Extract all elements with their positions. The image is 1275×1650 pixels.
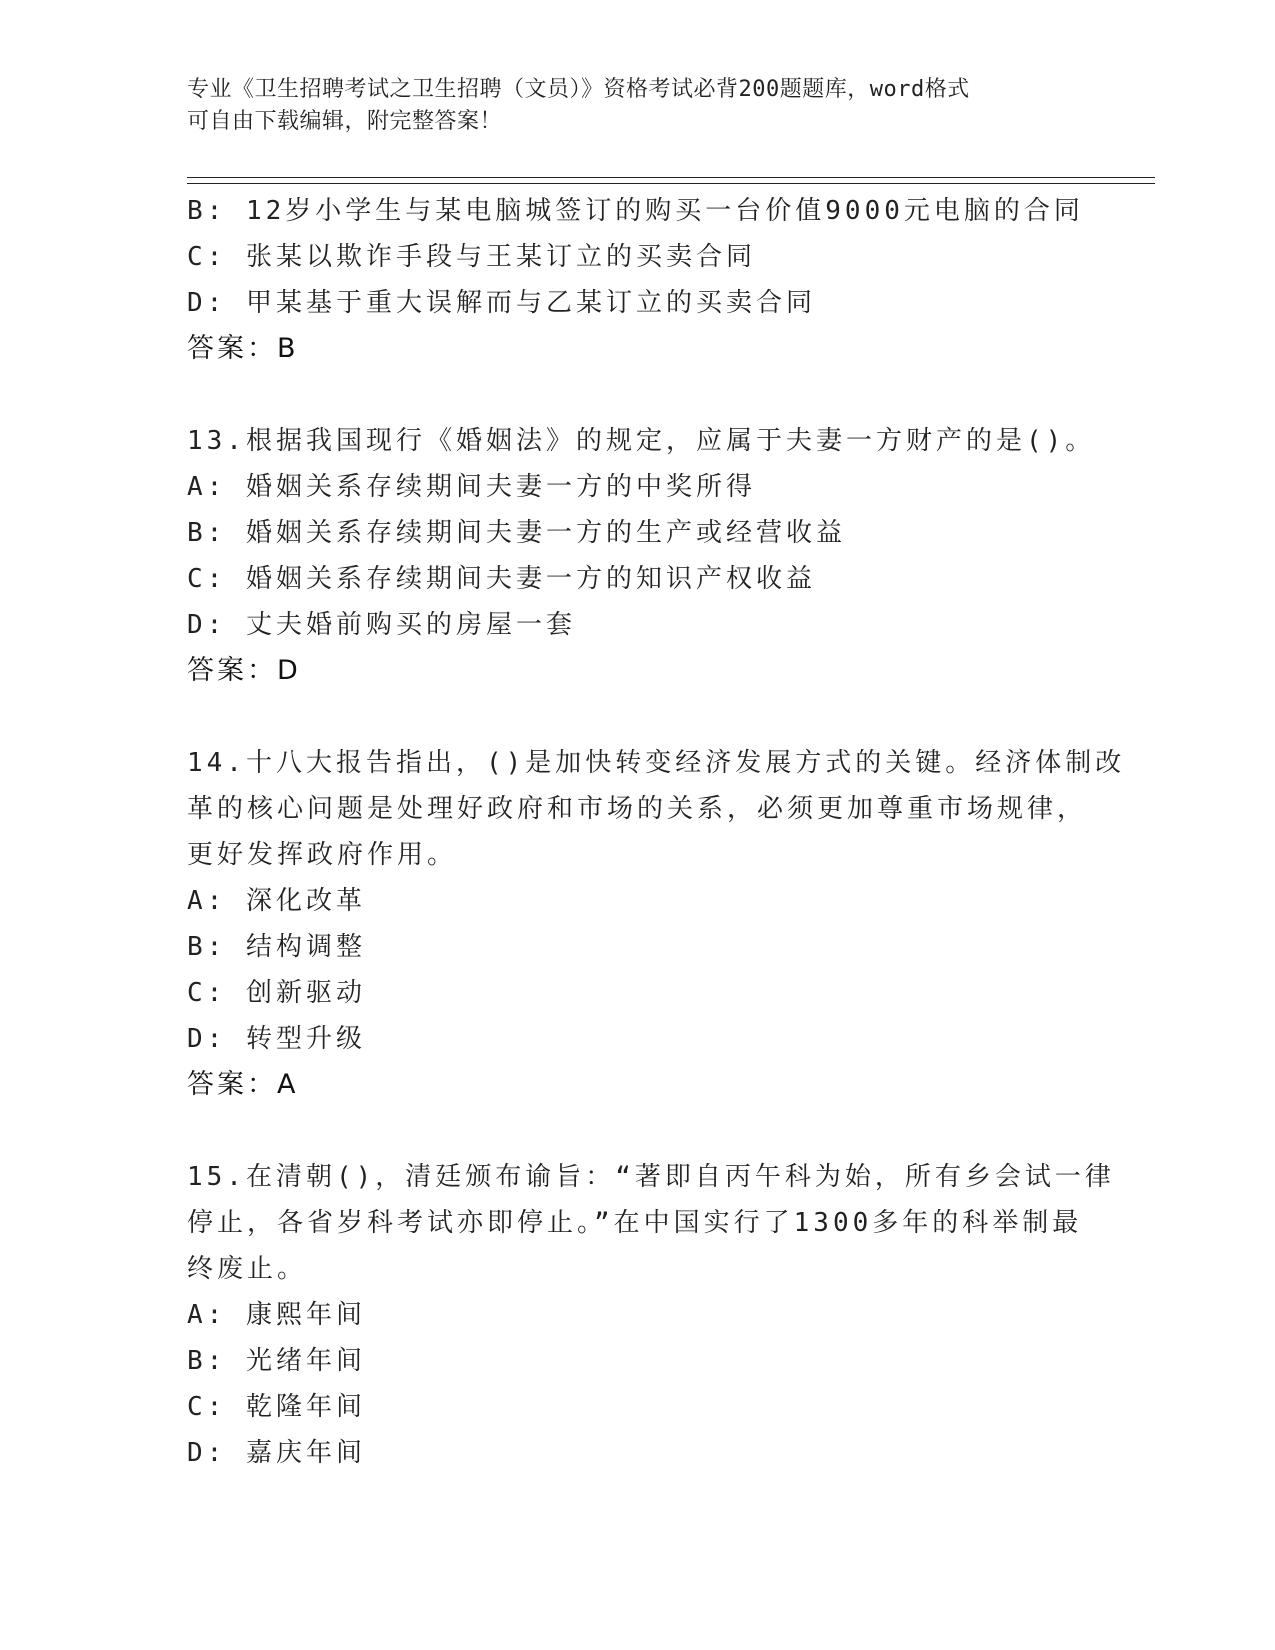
header-rule-bottom [187,183,1155,184]
question-stem-line: 终废止。 [187,1254,308,1284]
option-b: B: 结构调整 [187,932,366,962]
question-15 [187,1154,1115,1476]
question-stem-line: 革的核心问题是处理好政府和市场的关系，必须更加尊重市场规律， [187,794,1088,824]
option-b: B: 婚姻关系存续期间夫妻一方的生产或经营收益 [187,518,846,548]
option-d: D: 转型升级 [187,1024,366,1054]
option-d: D: 嘉庆年间 [187,1438,366,1468]
option-d: D: 甲某基于重大误解而与乙某订立的买卖合同 [187,288,816,318]
option-c: C: 张某以欺诈手段与王某订立的买卖合同 [187,242,756,272]
answer-line: 答案：D [187,655,301,686]
question-stem: 13.根据我国现行《婚姻法》的规定，应属于夫妻一方财产的是()。 [187,426,1096,456]
option-c: C: 乾隆年间 [187,1392,366,1422]
option-a: A: 康熙年间 [187,1300,366,1330]
option-b: B: 光绪年间 [187,1346,366,1376]
header-line-2: 可自由下载编辑，附完整答案！ [187,109,503,134]
document-header [187,74,1087,138]
question-stem-line: 更好发挥政府作用。 [187,840,458,870]
spacer [187,372,1087,418]
question-list [187,188,1126,1476]
header-rule-top [187,177,1155,178]
option-c: C: 婚姻关系存续期间夫妻一方的知识产权收益 [187,564,816,594]
spacer [187,694,1087,740]
question-13 [187,418,1096,694]
question-14 [187,740,1126,1108]
option-d: D: 丈夫婚前购买的房屋一套 [187,610,576,640]
option-b: B: 12岁小学生与某电脑城签订的购买一台价值9000元电脑的合同 [187,196,1084,226]
question-stem-line: 14.十八大报告指出，()是加快转变经济发展方式的关键。经济体制改 [187,748,1126,778]
spacer [187,1108,1087,1154]
question-stem-line: 停止，各省岁科考试亦即停止。”在中国实行了1300多年的科举制最 [187,1208,1083,1238]
answer-line: 答案：B [187,333,299,364]
answer-line: 答案：A [187,1069,299,1100]
option-a: A: 深化改革 [187,886,366,916]
option-a: A: 婚姻关系存续期间夫妻一方的中奖所得 [187,472,756,502]
header-line-1: 专业《卫生招聘考试之卫生招聘（文员）》资格考试必背200题题库，word格式 [187,77,970,102]
question-stem-line: 15.在清朝()，清廷颁布谕旨：“著即自丙午科为始，所有乡会试一律 [187,1162,1115,1192]
option-c: C: 创新驱动 [187,978,366,1008]
question-12 [187,188,1087,372]
